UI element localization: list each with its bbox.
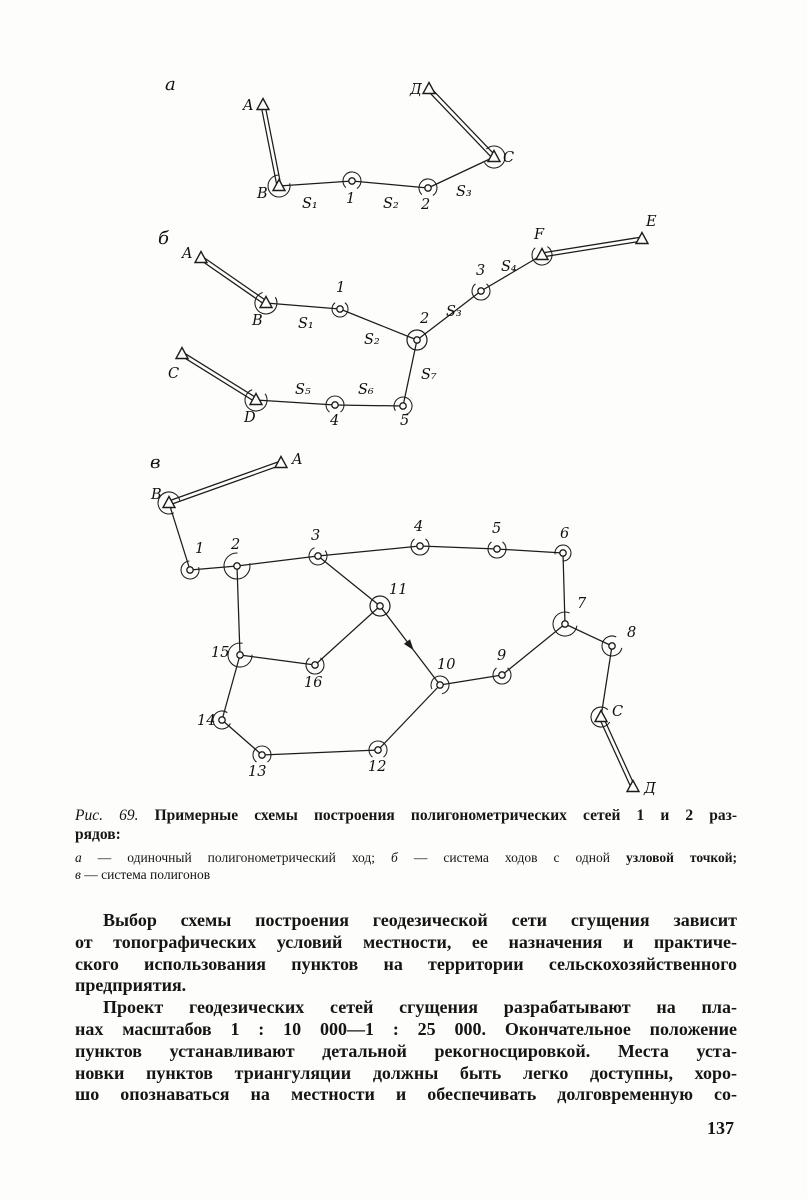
traverse-edge: [256, 400, 335, 405]
caption-note-segment: — система полигонов: [80, 866, 211, 882]
caption-notes: [75, 850, 737, 883]
caption-note-segment: — система ходов с одной: [397, 850, 626, 865]
station-point: [478, 288, 484, 294]
station-point: [187, 567, 193, 573]
caption-note-line: [75, 850, 737, 867]
station-point: [609, 643, 615, 649]
text-line: нах масштабов 1 : 10 000—1 : 25 000. Окончательное положение: [75, 1018, 737, 1039]
node-label: 13: [248, 764, 267, 780]
segment-label: S₅: [295, 382, 311, 398]
node-label: 11: [389, 582, 408, 598]
traverse-edge: [318, 556, 380, 606]
node-label: 9: [497, 648, 507, 664]
double-line-edge: [261, 105, 277, 186]
station-point: [312, 662, 318, 668]
caption-note-segment: — одиночный полигонометрический ход;: [81, 850, 392, 865]
station-point: [437, 682, 443, 688]
node-label: 2: [231, 537, 241, 553]
diagram-letter: б: [158, 228, 169, 249]
body-text: [75, 910, 737, 1106]
traverse-edge: [497, 549, 563, 553]
segment-label: S₆: [358, 382, 374, 398]
node-label: 1: [195, 541, 205, 557]
station-point: [377, 603, 383, 609]
station-point: [237, 652, 243, 658]
station-point: [219, 717, 225, 723]
double-line-edge: [181, 356, 255, 402]
triangle-station: [195, 252, 207, 263]
segment-label: S₁: [298, 316, 314, 332]
figure-number: Рис. 69.: [75, 807, 139, 824]
station-point: [494, 546, 500, 552]
double-line-edge: [200, 260, 265, 305]
node-label: Д: [410, 82, 422, 98]
node-label: C: [168, 366, 180, 382]
double-line-edge: [202, 256, 267, 301]
text-line: новки пунктов триангуляции должны быть легко доступны, хоро-: [75, 1062, 737, 1083]
traverse-edge: [318, 546, 420, 556]
station-point: [315, 553, 321, 559]
text-line: от топографических условий местности, ее назначения и практиче-: [75, 931, 737, 952]
segment-label: S₃: [456, 184, 472, 200]
double-line-edge: [603, 716, 635, 786]
segment-label: S₃: [446, 304, 462, 320]
triangle-station: [595, 711, 607, 722]
direction-arrow: [404, 639, 417, 652]
station-point: [349, 178, 355, 184]
station-point: [562, 621, 568, 627]
station-point: [499, 672, 505, 678]
station-point: [332, 402, 338, 408]
node-label: 10: [437, 657, 456, 673]
traverse-edge: [352, 181, 428, 188]
traverse-edge: [565, 624, 612, 646]
caption-text: рядов:: [75, 826, 121, 843]
node-label: B: [151, 487, 162, 503]
double-line-edge: [428, 90, 493, 158]
traverse-edge: [601, 646, 612, 717]
node-label: B: [252, 313, 263, 329]
text-line: ского использования пунктов на территории сельскохозяйственного: [75, 953, 737, 974]
caption-text: Примерные схемы построения полигонометрических сетей 1 и 2 раз-: [138, 807, 737, 824]
diagram-letter: а: [165, 74, 176, 95]
node-label: 15: [211, 645, 230, 661]
node-label: 7: [577, 596, 587, 612]
triangle-station: [423, 83, 435, 94]
caption-note-segment: б: [391, 850, 398, 865]
node-label: 3: [311, 528, 321, 544]
text-line: Выбор схемы построения геодезической сети сгущения зависит: [103, 910, 737, 930]
page-number: 137: [707, 1118, 734, 1138]
double-line-edge: [265, 105, 281, 186]
node-label: 1: [346, 191, 356, 207]
node-label: B: [257, 186, 268, 202]
node-label: 16: [304, 675, 323, 691]
double-line-edge: [542, 237, 642, 253]
paragraph-2: [75, 997, 737, 1106]
caption-line-1: [75, 806, 737, 825]
station-point: [425, 185, 431, 191]
double-line-edge: [168, 461, 280, 501]
triangle-station: [536, 249, 548, 260]
triangle-station: [273, 180, 285, 191]
diagram-letter: в: [150, 452, 161, 473]
traverse-edge: [222, 655, 240, 720]
station-point: [337, 306, 343, 312]
traverse-edge: [190, 566, 237, 570]
text-line: шо опознаваться на местности и обеспечивать долговременную со-: [75, 1084, 737, 1105]
node-label: A: [182, 246, 193, 262]
node-label: C: [503, 150, 515, 166]
caption-note-segment: а: [75, 850, 82, 865]
caption-main: [75, 806, 737, 844]
figure-caption: [75, 806, 737, 883]
station-point: [417, 543, 423, 549]
double-line-edge: [183, 352, 257, 398]
node-label: A: [243, 98, 254, 114]
node-label: 12: [368, 759, 387, 775]
traverse-edge: [262, 750, 378, 755]
node-label: F: [534, 227, 545, 243]
node-label: 2: [420, 311, 430, 327]
caption-note-segment: узловой точкой;: [625, 850, 737, 865]
station-point: [234, 563, 240, 569]
node-label: 6: [560, 526, 570, 542]
double-line-edge: [599, 718, 631, 788]
station-point: [259, 752, 265, 758]
node-label: 5: [492, 521, 502, 537]
traverse-edge: [222, 720, 262, 755]
station-point: [414, 337, 420, 343]
station-point: [375, 747, 381, 753]
triangle-station: [257, 99, 269, 110]
station-point: [560, 550, 566, 556]
caption-line-2: [75, 825, 737, 844]
segment-label: S₂: [383, 196, 399, 212]
double-line-edge: [430, 88, 495, 156]
caption-note-line: [75, 867, 737, 884]
triangle-station: [163, 497, 175, 508]
segment-label: S₇: [421, 367, 437, 383]
triangle-station: [176, 348, 188, 359]
traverse-edge: [563, 553, 565, 624]
segment-label: S₁: [302, 196, 318, 212]
station-point: [400, 403, 406, 409]
traverse-edge: [315, 606, 380, 665]
node-label: 14: [197, 713, 216, 729]
node-label: D: [244, 410, 256, 426]
node-label: 4: [330, 413, 340, 429]
traverse-edge: [335, 405, 403, 406]
node-label: C: [612, 704, 624, 720]
traverse-edge: [237, 556, 318, 566]
node-label: Д: [644, 781, 656, 797]
traverse-edge: [378, 685, 440, 750]
segment-label: S₄: [501, 259, 517, 275]
node-label: 1: [336, 280, 346, 296]
caption-note-segment: в: [75, 866, 81, 882]
segment-label: S₂: [364, 332, 380, 348]
traverse-edge: [420, 546, 497, 549]
node-label: 5: [400, 413, 410, 429]
node-label: A: [292, 452, 303, 468]
node-label: 3: [476, 263, 486, 279]
double-line-edge: [170, 465, 282, 505]
node-label: 4: [414, 519, 424, 535]
text-line: предприятия.: [75, 975, 187, 996]
double-line-edge: [542, 241, 642, 257]
node-label: E: [646, 214, 657, 230]
text-line: пунктов устанавливают детальной рекогносцировкой. Места уста-: [75, 1040, 737, 1061]
text-line: Проект геодезических сетей сгущения разрабатывают на пла-: [103, 997, 737, 1018]
paragraph-1: [75, 910, 737, 997]
node-label: 8: [627, 625, 637, 641]
node-label: 2: [421, 197, 431, 213]
